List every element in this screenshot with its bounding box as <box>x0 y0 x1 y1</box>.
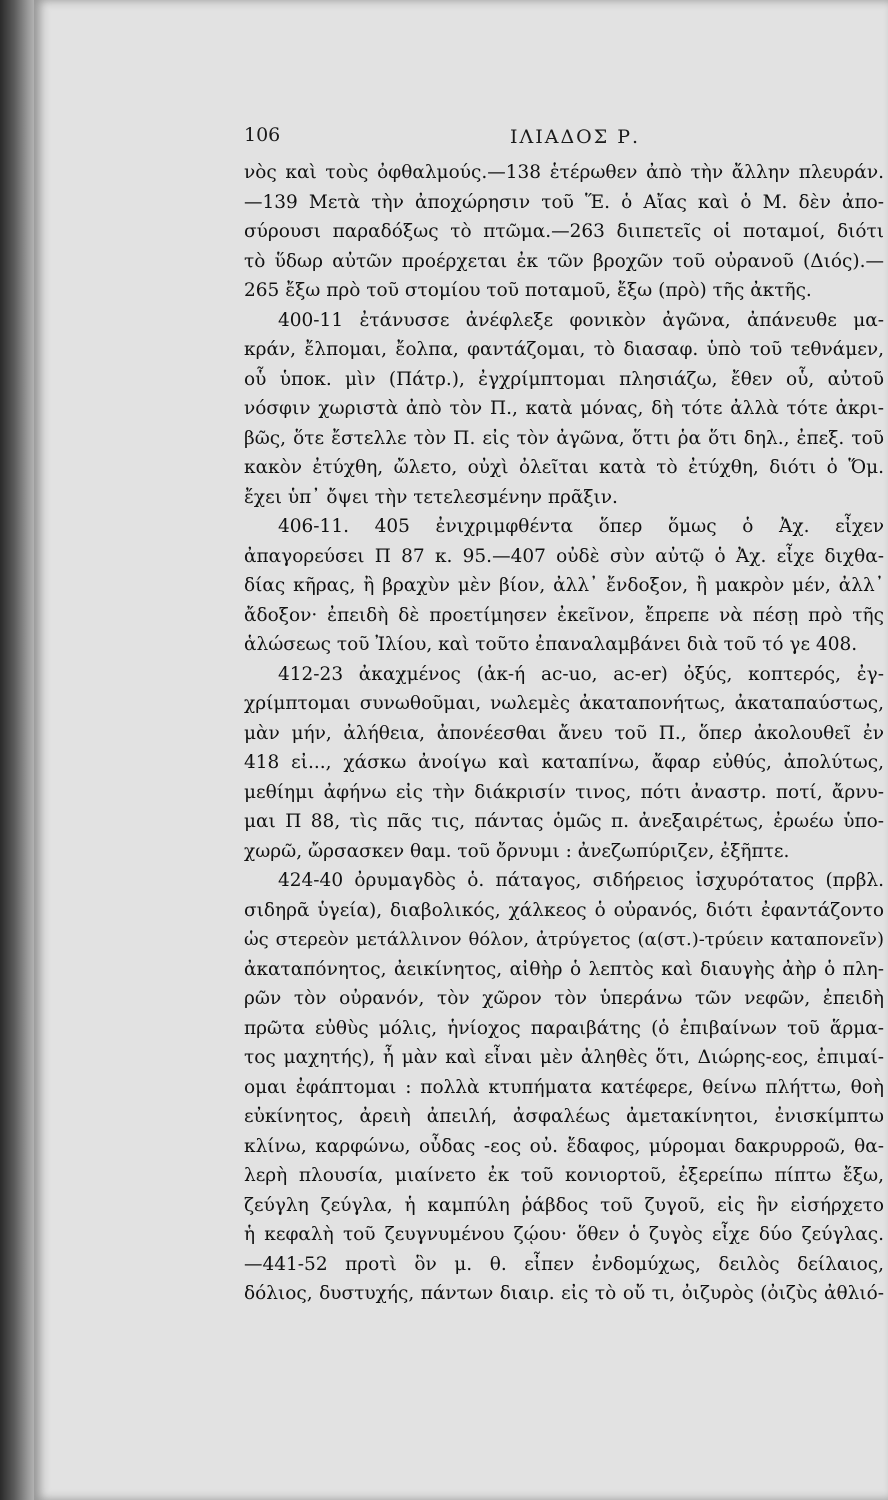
text-line: βῶς, ὅτε ἔστελλε τὸν Π. εἰς τὸν ἀγῶνα, ὅττι ῥα ὅτι δηλ., ἐπεξ. τοῦ <box>244 427 884 449</box>
text-line: κράν, ἔλπομαι, ἔολπα, φαντάζομαι, τὸ διασαφ. ὑπὸ τοῦ τεθνάμεν, <box>244 339 884 360</box>
text-line: πρῶτα εὐθὺς μόλις, ἡνίοχος παραιβάτης (ὁ ἐπιβαίνων τοῦ ἅρμα- <box>244 1017 884 1039</box>
text-line: 400-11 ἐτάνυσσε ἀνέφλεξε φονικὸν ἀγῶνα, ἀπάνευθε μα- <box>278 309 884 331</box>
text-line: μαι Π 88, τὶς πᾶς τις, πάντας ὁμῶς π. ἀνεξαιρέτως, ἐρωέω ὑπο- <box>244 811 884 832</box>
text-line: ἁλώσεως τοῦ Ἰλίου, καὶ τοῦτο ἐπαναλαμβάνει διὰ τοῦ τό γε 408. <box>244 634 858 655</box>
running-title: ΙΛΙΑΔΟΣ Ρ. <box>510 126 641 148</box>
text-line: νόσφιν χωριστὰ ἀπὸ τὸν Π., κατὰ μόνας, δὴ τότε ἀλλὰ τότε ἀκρι- <box>244 398 884 419</box>
text-line: ἄδοξον· ἐπειδὴ δὲ προετίμησεν ἐκεῖνον, ἔπρεπε νὰ πέσῃ πρὸ τῆς <box>244 604 884 626</box>
book-page <box>34 0 888 1500</box>
text-line: δίας κῆρας, ἢ βραχὺν μὲν βίον, ἀλλ᾽ ἔνδοξον, ἢ μακρὸν μέν, ἀλλ᾽ <box>244 575 884 596</box>
text-line: —139 Μετὰ τὴν ἀποχώρησιν τοῦ Ἕ. ὁ Αἴας καὶ ὁ Μ. δὲν ἀπο- <box>244 191 884 213</box>
text-line: οὗ ὑποκ. μὶν (Πάτρ.), ἐγχρίμπτομαι πλησιάζω, ἔθεν οὗ, αὐτοῦ <box>244 368 884 390</box>
text-line: —441-52 προτὶ ὃν μ. θ. εἶπεν ἐνδομύχως, δειλὸς δείλαιος, <box>244 1253 884 1275</box>
page-header <box>244 124 864 154</box>
text-line: χωρῶ, ὤρσασκεν θαμ. τοῦ ὄρνυμι : ἀνεζωπύριζεν, ἐξῆπτε. <box>244 840 790 862</box>
text-line: ἔχει ὑπ᾽ ὄψει τὴν τετελεσμένην πρᾶξιν. <box>244 486 618 508</box>
text-line: 412-23 ἀκαχμένος (ἀκ-ή ac-uo, ac-er) ὀξύς, κοπτερός, ἐγ- <box>278 663 884 685</box>
text-line: σύρουσι παραδόξως τὸ πτῶμα.—263 διιπετεῖς οἱ ποταμοί, διότι <box>244 221 884 242</box>
text-line: ζεύγλη ζεύγλα, ἡ καμπύλη ῥάβδος τοῦ ζυγοῦ, εἰς ἣν εἰσήρχετο <box>244 1194 884 1216</box>
text-line: νὸς καὶ τοὺς ὀφθαλμούς.—138 ἑτέρωθεν ἀπὸ τὴν ἄλλην πλευράν. <box>244 162 884 183</box>
text-line: ἀπαγορεύσει Π 87 κ. 95.—407 οὐδὲ σὺν αὐτῷ ὁ Ἀχ. εἶχε διχθα- <box>244 545 884 567</box>
text-line: 424-40 ὀρυμαγδὸς ὁ. πάταγος, σιδήρειος ἰσχυρότατος (πρβλ. <box>278 870 884 891</box>
text-line: μὰν μήν, ἀλήθεια, ἀπονέεσθαι ἄνευ τοῦ Π., ὅπερ ἀκολουθεῖ ἐν <box>244 722 884 744</box>
commentary-text <box>244 158 884 1309</box>
text-line: ρῶν τὸν οὐρανόν, τὸν χῶρον τὸν ὑπεράνω τῶν νεφῶν, ἐπειδὴ <box>244 988 884 1009</box>
page-number: 106 <box>244 124 281 146</box>
text-line: ὡς στερεὸν μετάλλινον θόλον, ἀτρύγετος (α(στ.)-τρύειν καταπονεῖν) <box>244 929 884 950</box>
text-line: κακὸν ἐτύχθη, ὤλετο, οὐχὶ ὀλεῖται κατὰ τὸ ἐτύχθη, διότι ὁ Ὅμ. <box>244 457 884 478</box>
text-line: δόλιος, δυστυχής, πάντων διαιρ. εἰς τὸ οὔ τι, ὀιζυρὸς (ὀιζὺς ἀθλιό- <box>244 1283 884 1304</box>
text-line: 406-11. 405 ἐνιχριμφθέντα ὅπερ ὅμως ὁ Ἀχ. εἶχεν <box>278 516 884 537</box>
text-line: κλίνω, καρφώνω, οὖδας -εος οὐ. ἔδαφος, μύρομαι δακρυρροῶ, θα- <box>244 1135 884 1157</box>
text-line: τὸ ὕδωρ αὐτῶν προέρχεται ἐκ τῶν βροχῶν τοῦ οὐρανοῦ (Διός).— <box>244 250 884 272</box>
text-line: ἀκαταπόνητος, ἀεικίνητος, αἰθὴρ ὁ λεπτὸς καὶ διαυγὴς ἀὴρ ὁ πλη- <box>244 958 884 980</box>
text-line: μεθίημι ἀφήνω εἰς τὴν διάκρισίν τινος, πότι ἀναστρ. ποτί, ἄρνυ- <box>244 781 884 803</box>
text-line: τος μαχητής), ἦ μὰν καὶ εἶναι μὲν ἀληθὲς ὅτι, Διώρης-εος, ἐπιμαί- <box>244 1047 884 1068</box>
text-line: ἡ κεφαλὴ τοῦ ζευγνυμένου ζῴου· ὅθεν ὁ ζυγὸς εἶχε δύο ζεύγλας. <box>244 1224 884 1245</box>
text-line: εὐκίνητος, ἀρειὴ ἀπειλή, ἀσφαλέως ἀμετακίνητοι, ἐνισκίμπτω <box>244 1106 884 1127</box>
text-line: 265 ἔξω πρὸ τοῦ στομίου τοῦ ποταμοῦ, ἔξω (πρὸ) τῆς ἀκτῆς. <box>244 280 812 301</box>
text-line: σιδηρᾶ ὑγεία), διαβολικός, χάλκεος ὁ οὐρανός, διότι ἐφαντάζοντο <box>244 899 884 921</box>
text-line: 418 εἰ..., χάσκω ἀνοίγω καὶ καταπίνω, ἄφαρ εὐθύς, ἀπολύτως, <box>244 752 884 773</box>
text-line: λερὴ πλουσία, μιαίνετο ἐκ τοῦ κονιορτοῦ, ἐξερείπω πίπτω ἔξω, <box>244 1165 884 1186</box>
text-line: χρίμπτομαι συνωθοῦμαι, νωλεμὲς ἀκαταπονήτως, ἀκαταπαύστως, <box>244 693 884 714</box>
text-line: ομαι ἐφάπτομαι : πολλὰ κτυπήματα κατέφερε, θείνω πλήττω, θοὴ <box>244 1076 884 1098</box>
